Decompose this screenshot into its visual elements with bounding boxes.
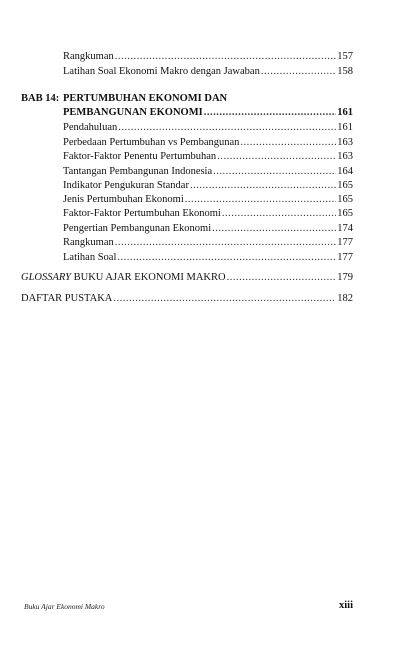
toc-entry[interactable] — [63, 179, 353, 193]
toc-entry[interactable] — [63, 207, 353, 221]
leader-dots — [217, 150, 336, 164]
toc-entry-title: Faktor-Faktor Penentu Pertumbuhan — [63, 151, 217, 162]
toc-entry-title: Pengertian Pembangunan Ekonomi — [63, 223, 212, 234]
chapter-page: 161 — [337, 107, 353, 118]
leader-dots — [240, 136, 336, 150]
toc-entry-title: Latihan Soal — [63, 252, 117, 263]
toc-glossary[interactable] — [21, 271, 353, 285]
toc-entry[interactable] — [63, 193, 353, 207]
leader-dots — [213, 165, 336, 179]
leader-dots — [222, 207, 336, 221]
toc-entry-page: 158 — [337, 66, 353, 77]
toc-entry-title: Faktor-Faktor Pertumbuhan Ekonomi — [63, 208, 221, 219]
toc-entry[interactable] — [63, 236, 353, 250]
toc-entry-page: 161 — [337, 122, 353, 133]
chapter-title-row[interactable] — [63, 106, 353, 120]
toc-glossary-title — [21, 271, 226, 285]
toc-entry-page: 165 — [337, 208, 353, 219]
toc-entry-page: 177 — [337, 237, 353, 248]
toc-entry-page: 165 — [337, 180, 353, 191]
toc-entry[interactable] — [63, 136, 353, 150]
leader-dots — [117, 251, 336, 265]
toc-entry-title: Rangkuman — [63, 51, 114, 62]
leader-dots — [185, 193, 337, 207]
toc-entry-title: Rangkuman — [63, 237, 114, 248]
toc-entry[interactable] — [63, 251, 353, 265]
leader-dots — [115, 236, 337, 250]
toc-entry-page: 174 — [337, 223, 353, 234]
toc-entry[interactable] — [63, 50, 353, 64]
toc-entry-title: Jenis Pertumbuhan Ekonomi — [63, 194, 184, 205]
glossary-italic: GLOSSARY — [21, 272, 71, 283]
leader-dots — [115, 50, 337, 64]
footer-book-title: Buku Ajar Ekonomi Makro — [24, 602, 105, 611]
leader-dots — [190, 179, 336, 193]
toc-entry[interactable] — [63, 121, 353, 135]
toc-entry-page: 165 — [337, 194, 353, 205]
footer-page-number: xiii — [339, 600, 354, 611]
toc-entry-title: Latihan Soal Ekonomi Makro dengan Jawaban — [63, 66, 260, 77]
chapter-number: BAB 14: — [21, 93, 60, 104]
toc-entry[interactable] — [63, 150, 353, 164]
leader-dots — [227, 271, 337, 285]
toc-entry-page: 177 — [337, 252, 353, 263]
toc-glossary-page: 179 — [337, 272, 353, 283]
leader-dots — [212, 222, 336, 236]
leader-dots — [118, 121, 336, 135]
toc-entry-page: 157 — [337, 51, 353, 62]
glossary-rest: BUKU AJAR EKONOMI MAKRO — [70, 272, 226, 283]
toc-entry[interactable] — [63, 222, 353, 236]
chapter-title-line2: PEMBANGUNAN EKONOMI — [63, 107, 203, 118]
toc-entry-page: 163 — [337, 151, 353, 162]
toc-entry-title: Indikator Pengukuran Standar — [63, 180, 189, 191]
toc-entry[interactable] — [63, 165, 353, 179]
toc-entry[interactable] — [63, 65, 353, 79]
leader-dots — [204, 106, 337, 120]
toc-entry-title: Pendahuluan — [63, 122, 118, 133]
toc-entry-page: 163 — [337, 137, 353, 148]
toc-entry-title: Perbedaan Pertumbuhan vs Pembangunan — [63, 137, 240, 148]
toc-bibliography-page: 182 — [337, 293, 353, 304]
toc-entry-page: 164 — [337, 166, 353, 177]
leader-dots — [261, 65, 336, 79]
toc-bibliography[interactable] — [21, 292, 353, 306]
chapter-heading[interactable] — [21, 92, 227, 106]
chapter-title-line1: PERTUMBUHAN EKONOMI DAN — [63, 93, 228, 104]
toc-entry-title: Tantangan Pembangunan Indonesia — [63, 166, 213, 177]
toc-bibliography-title: DAFTAR PUSTAKA — [21, 293, 113, 304]
leader-dots — [113, 292, 336, 306]
